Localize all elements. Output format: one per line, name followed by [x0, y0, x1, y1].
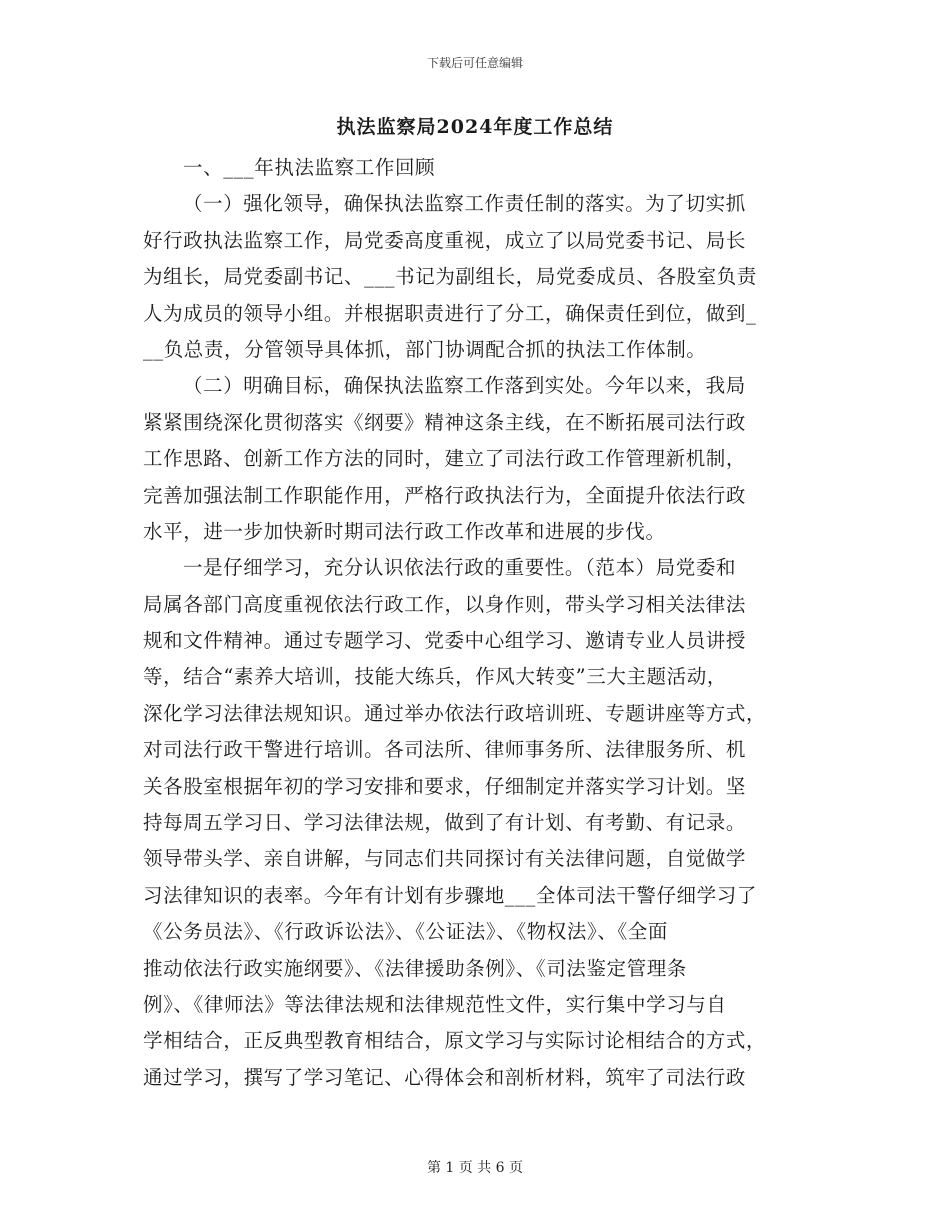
text-line: 完善加强法制工作职能作用，严格行政执法行为，全面提升依法行政	[143, 483, 747, 507]
document-title: 执法监察局2024年度工作总结	[336, 116, 614, 138]
text-line: 例》、《律师法》等法律法规和法律规范性文件，实行集中学习与自	[143, 992, 727, 1016]
text-line: 学相结合，正反典型教育相结合，原文学习与实际讨论相结合的方式，	[143, 1029, 767, 1053]
text-line: 领导带头学、亲自讲解，与同志们共同探讨有关法律问题，自觉做学	[143, 847, 747, 871]
text-line: 一、___年执法监察工作回顾	[183, 156, 436, 179]
text-line: 紧紧围绕深化贯彻落实《纲要》精神这条主线，在不断拓展司法行政	[143, 410, 747, 434]
text-line: 为组长，局党委副书记、___书记为副组长，局党委成员、各股室负责	[143, 265, 757, 289]
text-line: 持每周五学习日、学习法律法规，做到了有计划、有考勤、有记录。	[143, 811, 747, 835]
page-header: 下载后可任意编辑	[426, 56, 523, 70]
text-line: 通过学习，撰写了学习笔记、心得体会和剖析材料，筑牢了司法行政	[143, 1065, 747, 1089]
text-line: 关各股室根据年初的学习安排和要求，仔细制定并落实学习计划。坚	[143, 774, 747, 798]
text-line: 水平，进一步加快新时期司法行政工作改革和进展的步伐。	[143, 519, 666, 543]
text-line: （一）强化领导，确保执法监察工作责任制的落实。为了切实抓	[183, 192, 746, 216]
text-line: 等，结合“素养大培训，技能大练兵，作风大转变”三大主题活动，	[143, 665, 727, 689]
text-line: （二）明确目标，确保执法监察工作落到实处。今年以来，我局	[183, 374, 746, 398]
text-line: 一是仔细学习，充分认识依法行政的重要性。（范本）局党委和	[183, 556, 737, 580]
document-body	[143, 150, 803, 1096]
text-line: 局属各部门高度重视依法行政工作，以身作则，带头学习相关法律法	[143, 592, 747, 616]
text-line: 工作思路、创新工作方法的同时，建立了司法行政工作管理新机制，	[143, 447, 747, 471]
text-line: 对司法行政干警进行培训。各司法所、律师事务所、法律服务所、机	[143, 738, 747, 762]
page-number: 第 1 页 共 6 页	[426, 1160, 524, 1176]
text-line: __负总责，分管领导具体抓，部门协调配合抓的执法工作体制。	[143, 337, 707, 361]
text-line: 推动依法行政实施纲要》、《法律援助条例》、《司法鉴定管理条	[143, 956, 687, 980]
text-line: 《公务员法》、《行政诉讼法》、《公证法》、《物权法》、《全面	[143, 920, 669, 944]
text-line: 深化学习法律法规知识。通过举办依法行政培训班、专题讲座等方式，	[143, 701, 767, 725]
text-line: 习法律知识的表率。今年有计划有步骤地___全体司法干警仔细学习了	[143, 883, 757, 907]
text-line: 人为成员的领导小组。并根据职责进行了分工，确保责任到位，做到_	[143, 301, 757, 325]
text-line: 好行政执法监察工作，局党委高度重视，成立了以局党委书记、局长	[143, 228, 747, 252]
text-line: 规和文件精神。通过专题学习、党委中心组学习、邀请专业人员讲授	[143, 629, 747, 653]
